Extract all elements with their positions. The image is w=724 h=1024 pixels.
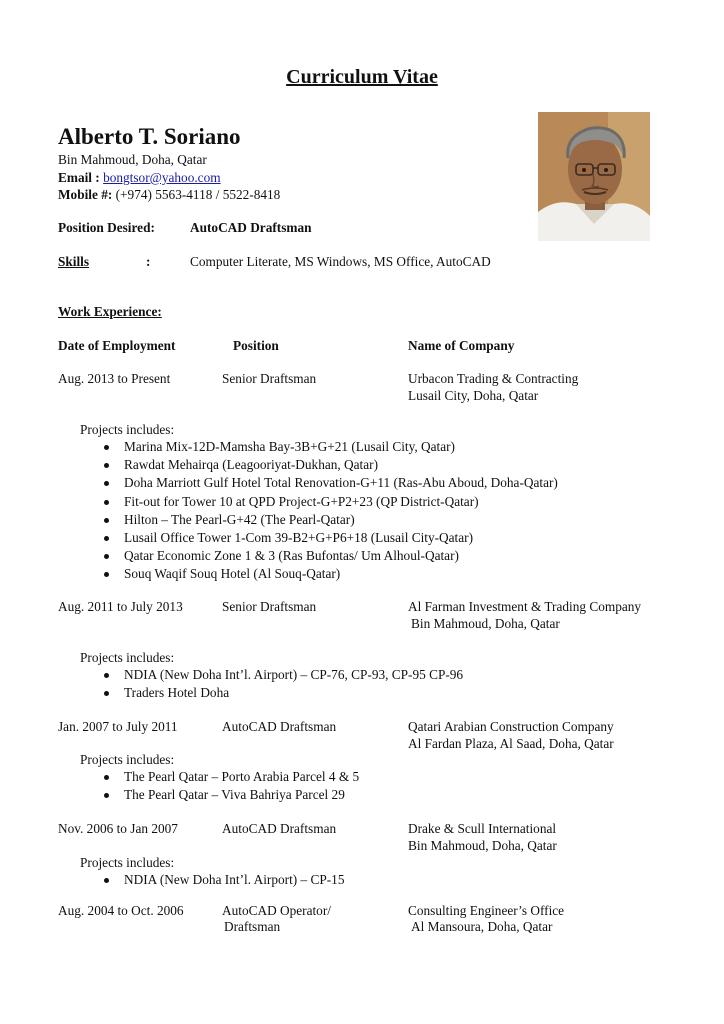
project-list — [103, 438, 558, 584]
job-company: Qatari Arabian Construction Company — [408, 719, 614, 734]
project-item: The Pearl Qatar – Viva Bahriya Parcel 29 — [103, 786, 359, 804]
job-date: Aug. 2011 to July 2013 — [58, 599, 183, 614]
applicant-name: Alberto T. Soriano — [58, 124, 241, 149]
document-title: Curriculum Vitae — [286, 66, 438, 88]
job-location: Al Fardan Plaza, Al Saad, Doha, Qatar — [408, 736, 614, 751]
job-position: AutoCAD Operator/ — [222, 903, 331, 918]
project-item: Qatar Economic Zone 1 & 3 (Ras Bufontas/ Um Alhoul-Qatar) — [103, 547, 558, 565]
portrait-image — [538, 112, 650, 241]
header-position: Position — [233, 338, 279, 353]
project-list — [103, 768, 359, 804]
mobile-number: (+974) 5563-4118 / 5522-8418 — [115, 187, 281, 202]
job-company: Drake & Scull International — [408, 821, 557, 836]
job-location: Bin Mahmoud, Doha, Qatar — [408, 838, 557, 853]
job-company: Urbacon Trading & Contracting — [408, 371, 579, 386]
job-date: Aug. 2013 to Present — [58, 371, 171, 386]
header-date-of-employment: Date of Employment — [58, 338, 176, 353]
project-item: Hilton – The Pearl-G+42 (The Pearl-Qatar) — [103, 511, 558, 529]
job-company: Consulting Engineer’s Office — [408, 903, 565, 918]
job-company: Al Farman Investment & Trading Company — [408, 599, 642, 614]
projects-label: Projects includes: — [80, 422, 175, 437]
address: Bin Mahmoud, Doha, Qatar — [58, 152, 207, 167]
project-item: Doha Marriott Gulf Hotel Total Renovation-G+11 (Ras-Abu Aboud, Doha-Qatar) — [103, 474, 558, 492]
project-item: NDIA (New Doha Int’l. Airport) – CP-15 — [103, 871, 344, 889]
job-position: Senior Draftsman — [222, 599, 317, 614]
job-position-line2: Draftsman — [224, 919, 281, 934]
skills-colon: : — [146, 254, 151, 269]
job-date: Nov. 2006 to Jan 2007 — [58, 821, 178, 836]
job-date: Aug. 2004 to Oct. 2006 — [58, 903, 184, 918]
job-date: Jan. 2007 to July 2011 — [58, 719, 178, 734]
project-list — [103, 871, 344, 889]
email-link[interactable]: bongtsor@yahoo.com — [103, 170, 221, 185]
job-position: AutoCAD Draftsman — [222, 821, 337, 836]
project-item: Rawdat Mehairqa (Leagooriyat-Dukhan, Qatar) — [103, 456, 558, 474]
project-item: NDIA (New Doha Int’l. Airport) – CP-76, CP-93, CP-95 CP-96 — [103, 666, 463, 684]
skills-value: Computer Literate, MS Windows, MS Office, AutoCAD — [190, 254, 491, 269]
job-location: Bin Mahmoud, Doha, Qatar — [411, 616, 560, 631]
position-desired-value: AutoCAD Draftsman — [190, 220, 312, 235]
project-item: Lusail Office Tower 1-Com 39-B2+G+P6+18 (Lusail City-Qatar) — [103, 529, 558, 547]
email-label: Email : — [58, 170, 100, 185]
email-row — [58, 169, 221, 186]
work-experience-heading: Work Experience: — [58, 304, 162, 319]
projects-label: Projects includes: — [80, 650, 175, 665]
mobile-label: Mobile #: — [58, 187, 113, 202]
skills-label: Skills — [58, 254, 90, 269]
project-item: The Pearl Qatar – Porto Arabia Parcel 4 & 5 — [103, 768, 359, 786]
job-position: AutoCAD Draftsman — [222, 719, 337, 734]
project-item: Souq Waqif Souq Hotel (Al Souq-Qatar) — [103, 565, 558, 583]
project-item: Traders Hotel Doha — [103, 684, 463, 702]
projects-label: Projects includes: — [80, 855, 175, 870]
projects-label: Projects includes: — [80, 752, 175, 767]
header-name-of-company: Name of Company — [408, 338, 515, 353]
job-position: Senior Draftsman — [222, 371, 317, 386]
profile-photo — [538, 112, 650, 241]
project-item: Fit-out for Tower 10 at QPD Project-G+P2+23 (QP District-Qatar) — [103, 493, 558, 511]
job-location: Al Mansoura, Doha, Qatar — [411, 919, 553, 934]
mobile-row — [58, 186, 280, 203]
project-item: Marina Mix-12D-Mamsha Bay-3B+G+21 (Lusail City, Qatar) — [103, 438, 558, 456]
project-list — [103, 666, 463, 702]
job-location: Lusail City, Doha, Qatar — [408, 388, 539, 403]
position-desired-label: Position Desired: — [58, 220, 155, 235]
